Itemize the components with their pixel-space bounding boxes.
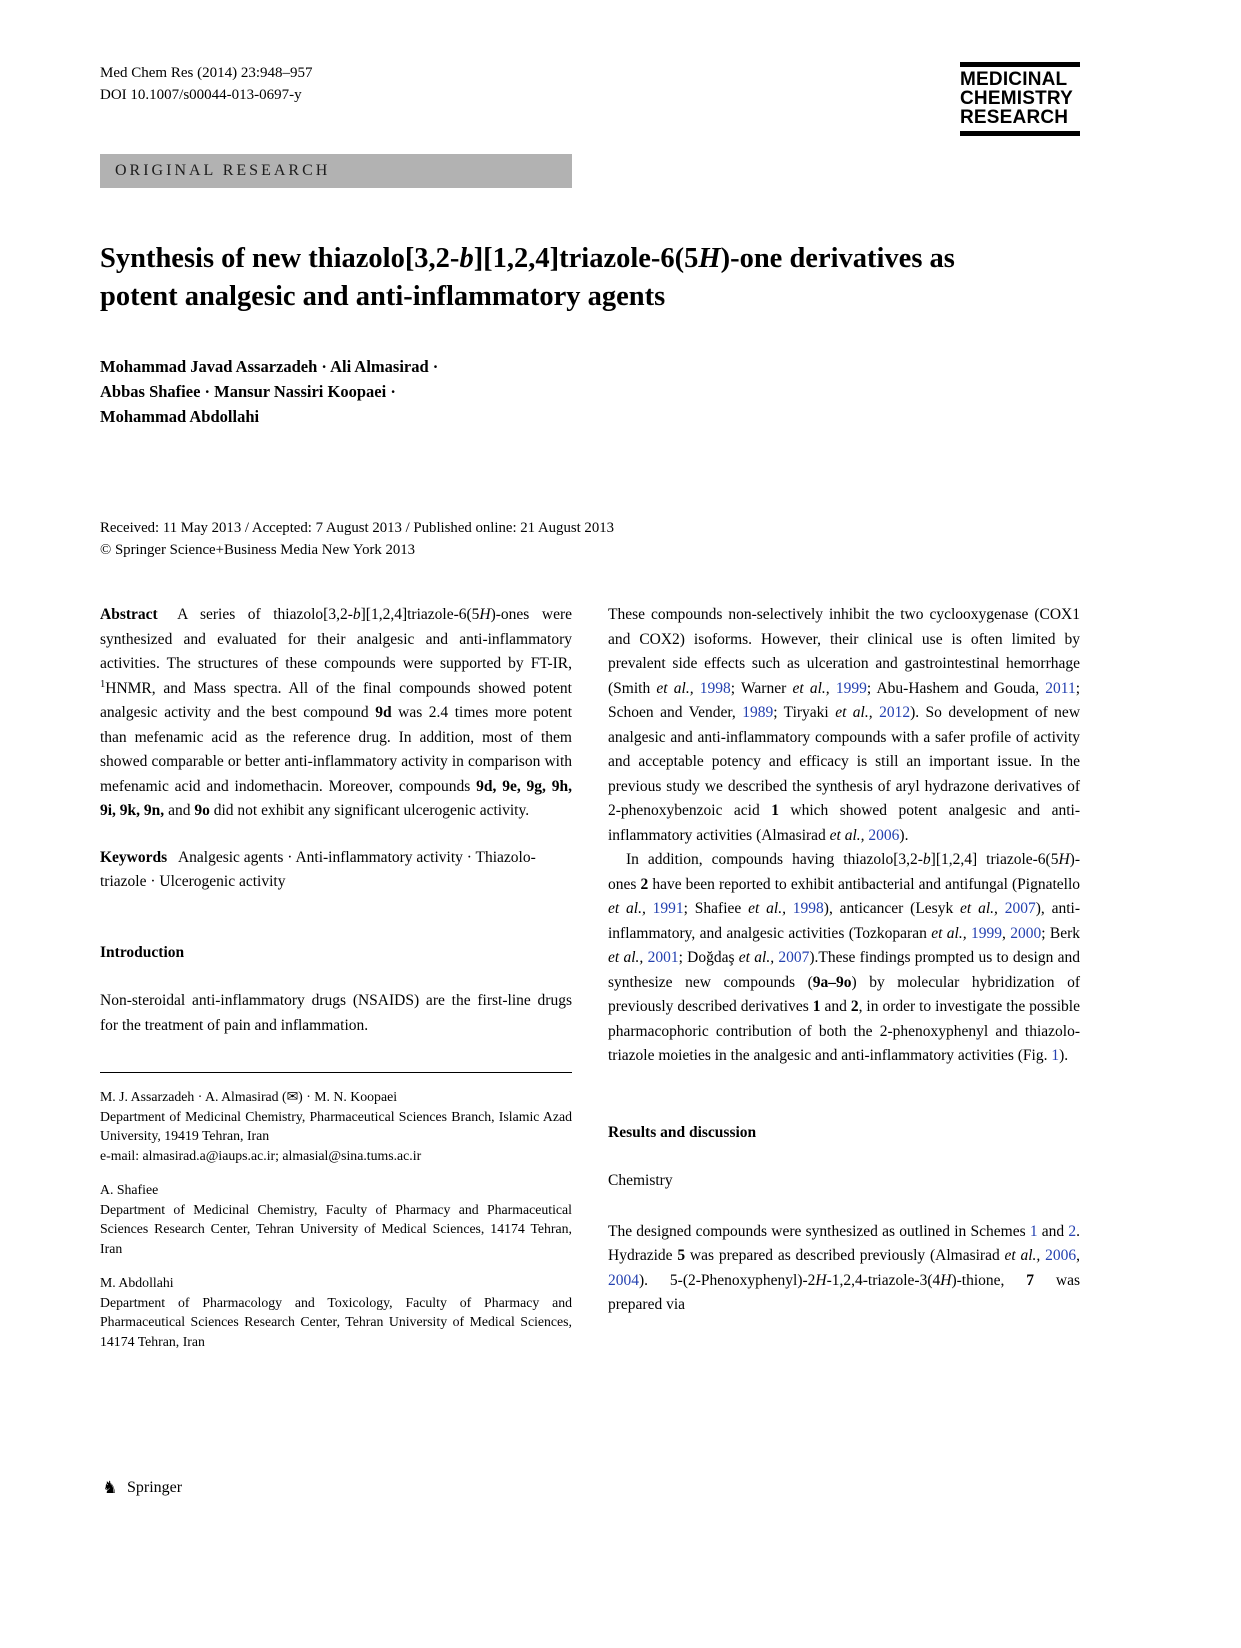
text-segment: et al., — [656, 679, 694, 697]
body-paragraph-3 — [608, 1220, 1080, 1318]
text-segment: ) by molecular hybridization of previously described derivatives — [608, 973, 1080, 1015]
article-type-banner: ORIGINAL RESEARCH — [100, 154, 572, 188]
citation-link[interactable]: 2011 — [1045, 679, 1076, 697]
footnote-address: Department of Medicinal Chemistry, Pharmaceutical Sciences Branch, Islamic Azad University, 19419 Tehran, Iran — [100, 1108, 572, 1143]
text-segment: ; Doğdaş — [678, 949, 739, 966]
text-segment: 1 — [771, 802, 779, 819]
text-segment: A series of thiazolo[3,2- — [157, 606, 353, 623]
footnote-block — [100, 1087, 572, 1165]
citation-link[interactable]: 2001 — [647, 949, 679, 966]
footnote-address: Department of Medicinal Chemistry, Faculty of Pharmacy and Pharmaceutical Sciences Research Center, Tehran University of Medical Sciences, 14174 Tehran, Iran — [100, 1201, 572, 1256]
text-segment: H — [940, 1271, 952, 1289]
footnotes-section — [100, 1072, 572, 1351]
citation-link[interactable]: 1999 — [970, 924, 1002, 942]
text-segment: )-ones were synthesized and evaluated for their analgesic and anti-inflammatory activities. The structures of these compounds were supported by FT-IR, — [100, 606, 572, 672]
text-segment: et al., — [608, 949, 644, 966]
text-segment: was 2.4 times more potent than mefenamic acid as the reference drug. In addition, most of them showed comparable or better anti-inflammatory activity in comparison with mefenamic acid and indomethacin. Moreover, compounds — [100, 704, 572, 795]
text-segment: 9o — [194, 802, 210, 819]
text-segment: )-one derivatives as potent analgesic and anti-inflammatory agents — [100, 243, 955, 312]
citation-link[interactable]: 1989 — [742, 704, 774, 721]
citation-link[interactable]: 1 — [1029, 1222, 1038, 1240]
citation-link[interactable]: 2 — [1068, 1222, 1077, 1240]
copyright-line: © Springer Science+Business Media New York 2013 — [100, 542, 416, 558]
journal-logo — [960, 62, 1080, 136]
text-segment: et al., — [748, 900, 786, 917]
text-segment: et al., — [608, 900, 646, 917]
citation-link[interactable]: 2012 — [879, 704, 911, 721]
text-segment — [786, 900, 793, 917]
text-segment: ][1,2,4]triazole-6(5 — [360, 606, 480, 623]
text-segment: A. Shafiee — [100, 1182, 159, 1197]
text-segment: 1 — [100, 678, 106, 690]
citation-link[interactable]: 2006 — [1045, 1247, 1077, 1264]
springer-footer — [100, 1478, 182, 1498]
article-title — [100, 240, 1030, 316]
text-segment: ][1,2,4] triazole-6(5 — [930, 851, 1059, 868]
article-body — [100, 603, 1080, 1366]
text-segment: did not exhibit any significant ulcerogenic activity. — [209, 802, 530, 819]
page-header — [100, 62, 1080, 136]
text-segment: which showed potent analgesic and anti-inflammatory activities (Almasirad — [608, 802, 1080, 844]
citation-link[interactable]: 2006 — [868, 826, 900, 844]
text-segment — [646, 900, 653, 917]
text-segment: These compounds non-selectively inhibit the two cyclooxygenase (COX1 and COX2) isoforms. However, their clinical use is often limited by prevalent side effects such as ulceration and gastrointestinal hemorrhage (Smith — [608, 606, 1080, 697]
introduction-heading: Introduction — [100, 943, 185, 961]
text-segment: was prepared as described previously (Almasirad — [685, 1247, 1005, 1264]
text-segment: and — [164, 802, 195, 819]
text-segment: and — [820, 998, 851, 1015]
text-segment: The designed compounds were synthesized as outlined in Schemes — [608, 1222, 1030, 1240]
introduction-paragraph: Non-steroidal anti-inflammatory drugs (NSAIDS) are the first-line drugs for the treatment of pain and inflammation. — [100, 992, 572, 1034]
text-segment: ; Abu-Hashem and Gouda, — [866, 679, 1046, 697]
journal-logo-line: MEDICINAL — [960, 69, 1068, 90]
text-segment: ). — [899, 826, 909, 844]
text-segment: ; Schoen and Vender, — [608, 679, 1081, 721]
body-paragraph-2 — [608, 848, 1080, 1069]
text-segment: )-ones — [608, 851, 1080, 893]
author-line: Mohammad Javad Assarzadeh · Ali Almasirad · — [100, 357, 439, 376]
text-segment: et al., — [960, 900, 998, 917]
text-segment: , — [1001, 924, 1011, 942]
results-heading: Results and discussion — [608, 1123, 757, 1141]
text-segment — [998, 900, 1005, 917]
text-segment: ). So development of new analgesic and anti-inflammatory compounds with a safer profile of activity and acceptable potency and efficacy is still an important issue. In the previous study we described the synthesis of aryl hydrazone derivatives of 2-phenoxybenzoic acid — [608, 704, 1081, 819]
text-segment: H — [1058, 851, 1070, 868]
text-segment: ). — [1059, 1047, 1069, 1064]
text-segment: and — [1037, 1222, 1069, 1240]
text-segment: et al., — [931, 924, 967, 942]
citation-link[interactable]: 1998 — [699, 679, 731, 697]
text-segment: Keywords — [100, 848, 168, 866]
left-column — [100, 603, 572, 1366]
text-segment: 7 — [1026, 1271, 1035, 1289]
journal-logo-line: RESEARCH — [960, 107, 1069, 128]
text-segment: et al., — [835, 704, 873, 721]
text-segment: Synthesis of new thiazolo[3,2- — [100, 243, 460, 274]
text-segment: HNMR, and Mass spectra. All of the final compounds showed potent analgesic activity and the best compound — [100, 679, 572, 721]
text-segment: -1,2,4-triazole-3(4 — [826, 1271, 941, 1289]
citation-link[interactable]: 1 — [1051, 1047, 1060, 1064]
text-segment: ; Berk — [1041, 924, 1081, 942]
citation-link[interactable]: 1998 — [792, 900, 824, 917]
text-segment: ) · M. N. Koopaei — [298, 1089, 398, 1104]
text-segment: M. J. Assarzadeh · A. Almasirad ( — [100, 1089, 287, 1104]
received-dates: Received: 11 May 2013 / Accepted: 7 August 2013 / Published online: 21 August 2013 — [100, 520, 615, 536]
text-segment: b — [459, 243, 474, 274]
text-segment: was prepared via — [608, 1271, 1080, 1313]
text-segment: ; Tiryaki — [773, 704, 836, 721]
springer-logo-icon: ♞ — [102, 1478, 118, 1497]
citation-link[interactable]: 2004 — [608, 1271, 639, 1289]
text-segment: 2 — [640, 875, 649, 893]
author-line: Abbas Shafiee · Mansur Nassiri Koopaei · — [100, 382, 396, 401]
text-segment: M. Abdollahi — [100, 1275, 174, 1290]
text-segment: b — [922, 851, 931, 868]
footnote-authors — [100, 1273, 572, 1293]
text-segment: 9d — [375, 704, 392, 721]
text-segment: et al., — [738, 949, 775, 966]
keywords-paragraph — [100, 846, 572, 895]
citation-link[interactable]: 1991 — [652, 900, 684, 917]
footnote-address: Department of Pharmacology and Toxicology, Faculty of Pharmacy and Pharmaceutical Sciences Research Center, Tehran University of Medical Sciences, 14174 Tehran, Iran — [100, 1294, 572, 1349]
citation-link[interactable]: 2000 — [1010, 924, 1042, 942]
author-line: Mohammad Abdollahi — [100, 407, 260, 426]
text-segment: ][1,2,4]triazole-6(5 — [473, 243, 699, 274]
citation-link[interactable]: 2007 — [778, 949, 810, 966]
footnote-authors — [100, 1180, 572, 1200]
text-segment: H — [815, 1271, 827, 1289]
footnote-block — [100, 1273, 572, 1351]
right-column — [608, 603, 1080, 1366]
publisher-name: Springer — [127, 1479, 183, 1496]
text-segment: ), anti-inflammatory, and analgesic activities (Tozkoparan — [608, 900, 1080, 942]
text-segment: ). 5-(2-Phenoxyphenyl)-2 — [639, 1271, 816, 1289]
body-paragraph-1 — [608, 603, 1080, 848]
text-segment: H — [479, 606, 491, 623]
footnote-authors — [100, 1087, 572, 1107]
text-segment: 5 — [677, 1247, 686, 1264]
text-segment: )-thione, — [951, 1271, 1027, 1289]
text-segment: et al., — [829, 826, 865, 844]
citation-link[interactable]: 1999 — [835, 679, 867, 697]
article-doi: DOI 10.1007/s00044-013-0697-y — [100, 87, 302, 103]
envelope-icon: ✉ — [286, 1089, 299, 1104]
text-segment: Abstract — [100, 606, 158, 623]
chemistry-subheading: Chemistry — [608, 1172, 673, 1189]
journal-logo-line: CHEMISTRY — [960, 88, 1073, 109]
text-segment: 1 — [812, 998, 821, 1015]
text-segment: et al., — [1004, 1247, 1041, 1264]
text-segment: . Hydrazide — [608, 1222, 1080, 1264]
abstract-paragraph — [100, 603, 572, 824]
footnote-block — [100, 1180, 572, 1258]
text-segment: , in order to investigate the possible pharmacophoric contribution of both the 2-phenoxyphenyl and thiazolo-triazole moieties in the analgesic and anti-inflammatory activities (Fig. — [608, 998, 1080, 1064]
text-segment: , — [1076, 1247, 1080, 1264]
journal-citation: Med Chem Res (2014) 23:948–957 — [100, 65, 313, 81]
text-segment: 2 — [850, 998, 859, 1015]
text-segment: ; Warner — [730, 679, 793, 697]
text-segment: H — [698, 243, 721, 274]
text-segment: 9a–9o — [812, 973, 852, 991]
text-segment: b — [352, 606, 361, 623]
citation-link[interactable]: 2007 — [1004, 900, 1036, 917]
text-segment: 9d, 9e, 9g, 9h, 9i, 9k, 9n, — [100, 777, 572, 819]
text-segment: ; Shafiee — [683, 900, 749, 917]
text-segment: et al., — [792, 679, 830, 697]
text-segment: have been reported to exhibit antibacterial and antifungal (Pignatello — [648, 875, 1081, 893]
text-segment: In addition, compounds having thiazolo[3,2- — [626, 851, 923, 868]
author-list — [100, 354, 1080, 429]
footnote-email: e-mail: almasirad.a@iaups.ac.ir; almasial@sina.tums.ac.ir — [100, 1147, 422, 1163]
text-segment: Analgesic agents · Anti-inflammatory activity · Thiazolo-triazole · Ulcerogenic activity — [100, 848, 536, 890]
text-segment: ).These findings prompted us to design and synthesize new compounds ( — [608, 949, 1080, 991]
text-segment: ), anticancer (Lesyk — [823, 900, 961, 917]
